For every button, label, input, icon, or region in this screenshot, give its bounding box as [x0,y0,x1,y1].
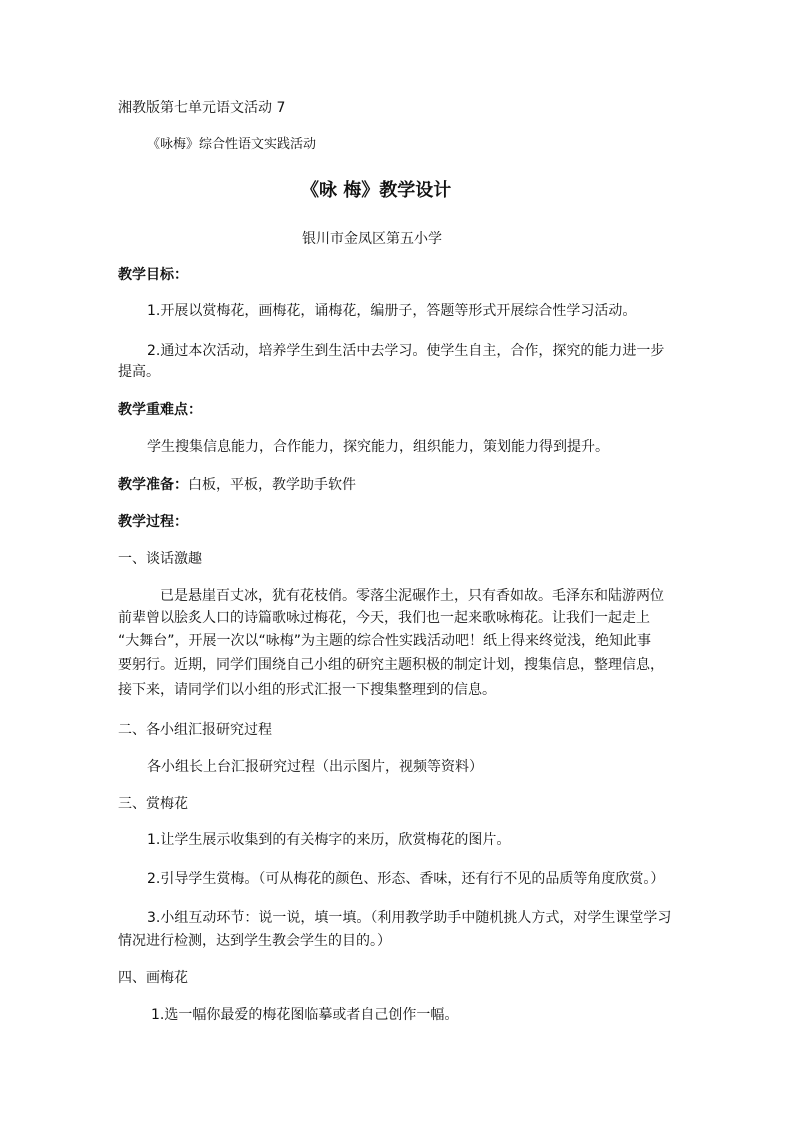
section3-item: 3.小组互动环节：说一说，填一填。（利用教学助手中随机挑人方式，对学生课堂学习 [147,910,672,926]
goal-item: 1.开展以赏梅花，画梅花，诵梅花，编册子，答题等形式开展综合性学习活动。 [147,303,637,319]
section4-heading: 四、画梅花 [118,970,188,986]
school-name: 银川市金凤区第五小学 [302,231,442,247]
section2-text: 各小组长上台汇报研究过程（出示图片，视频等资料） [147,759,483,775]
process-heading: 教学过程： [118,514,188,530]
section1-paragraph-line: “大舞台”，开展一次以“咏梅”为主题的综合性实践活动吧！纸上得来终觉浅，绝知此事 [118,633,652,649]
preparation-heading: 教学准备： [118,477,188,493]
goal-item: 2.通过本次活动，培养学生到生活中去学习。使学生自主，合作，探究的能力进一步 [147,343,665,359]
section1-paragraph-line: 前辈曾以脍炙人口的诗篇歌咏过梅花，今天，我们也一起来歌咏梅花。让我们一起走上 [118,610,650,626]
section2-heading: 二、各小组汇报研究过程 [118,722,272,738]
section3-item: 2.引导学生赏梅。（可从梅花的颜色、形态、香味，还有行不见的品质等角度欣赏。） [147,871,665,887]
section1-paragraph-line: 接下来，请同学们以小组的形式汇报一下搜集整理到的信息。 [118,682,496,698]
activity-line: 《咏梅》综合性语文实践活动 [147,137,317,152]
section4-item: 1.选一幅你最爱的梅花图临摹或者自己创作一幅。 [151,1007,459,1023]
preparation-text: 白板，平板，教学助手软件 [188,477,356,493]
section1-heading: 一、谈话激趣 [118,551,202,567]
section1-paragraph-line: 已是悬崖百丈冰，犹有花枝俏。零落尘泥碾作土，只有香如故。毛泽东和陆游两位 [160,588,664,604]
unit-line: 湘教版第七单元语文活动 7 [118,100,286,116]
section3-item: 1.让学生展示收集到的有关梅字的来历，欣赏梅花的图片。 [147,832,511,848]
goal-item-continued: 提高。 [118,364,160,380]
section3-heading: 三、赏梅花 [118,796,188,812]
key-points-text: 学生搜集信息能力，合作能力，探究能力，组织能力，策划能力得到提升。 [147,439,609,455]
section3-item-continued: 情况进行检测，达到学生教会学生的目的。） [118,933,391,949]
goals-heading: 教学目标： [118,267,188,283]
section1-paragraph-line: 要躬行。近期，同学们围绕自己小组的研究主题积极的制定计划，搜集信息，整理信息， [118,657,664,673]
document-title: 《咏 梅》教学设计 [301,180,452,201]
key-points-heading: 教学重难点： [118,402,202,418]
preparation-line [118,475,356,495]
